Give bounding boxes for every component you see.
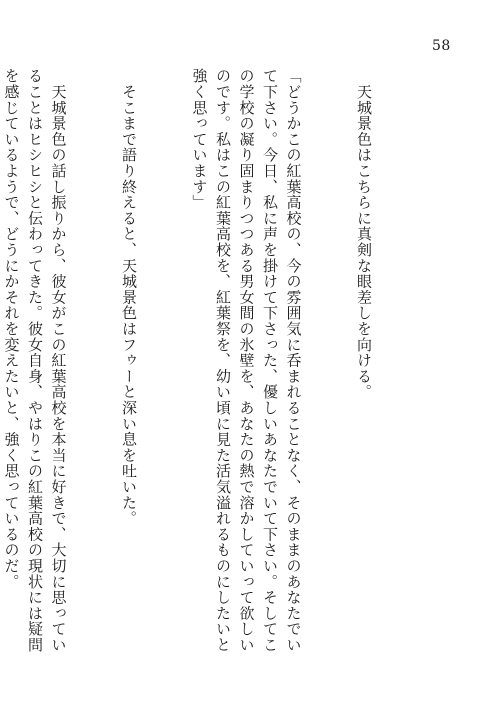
paragraph-4: 天城景色の話し振りから、彼女がこの紅葉高校を本当に好きで、大切に思っていることはヒシヒシと伝わってきた。彼女自身、やはりこの紅葉高校の現状には疑問を感じているようで、どうにかそれを変えたいと、強く思っているのだ。 <box>2 68 68 653</box>
paragraph-1: 天城景色はこちらに真剣な眼差しを向ける。 <box>355 68 373 400</box>
paragraph-3: そこまで語り終えると、天城景色はフゥーと深い息を吐いた。 <box>120 68 138 527</box>
paragraph-2: 「どうかこの紅葉高校の、今の雰囲気に呑まれることなく、そのままのあなたでいて下さい。今日、私に声を掛けて下さった、優しいあなたでいて下さい。そしてこの学校の凝り固まりつつある男女間の氷壁を、あなたの熱で溶かしていって欲しいのです。私はこの紅葉高校を、紅葉祭を、幼い頃に見た活気溢れるものにしたいと強く思っています」 <box>190 68 303 653</box>
novel-text-body <box>0 68 422 668</box>
page-number: 58 <box>432 38 451 54</box>
